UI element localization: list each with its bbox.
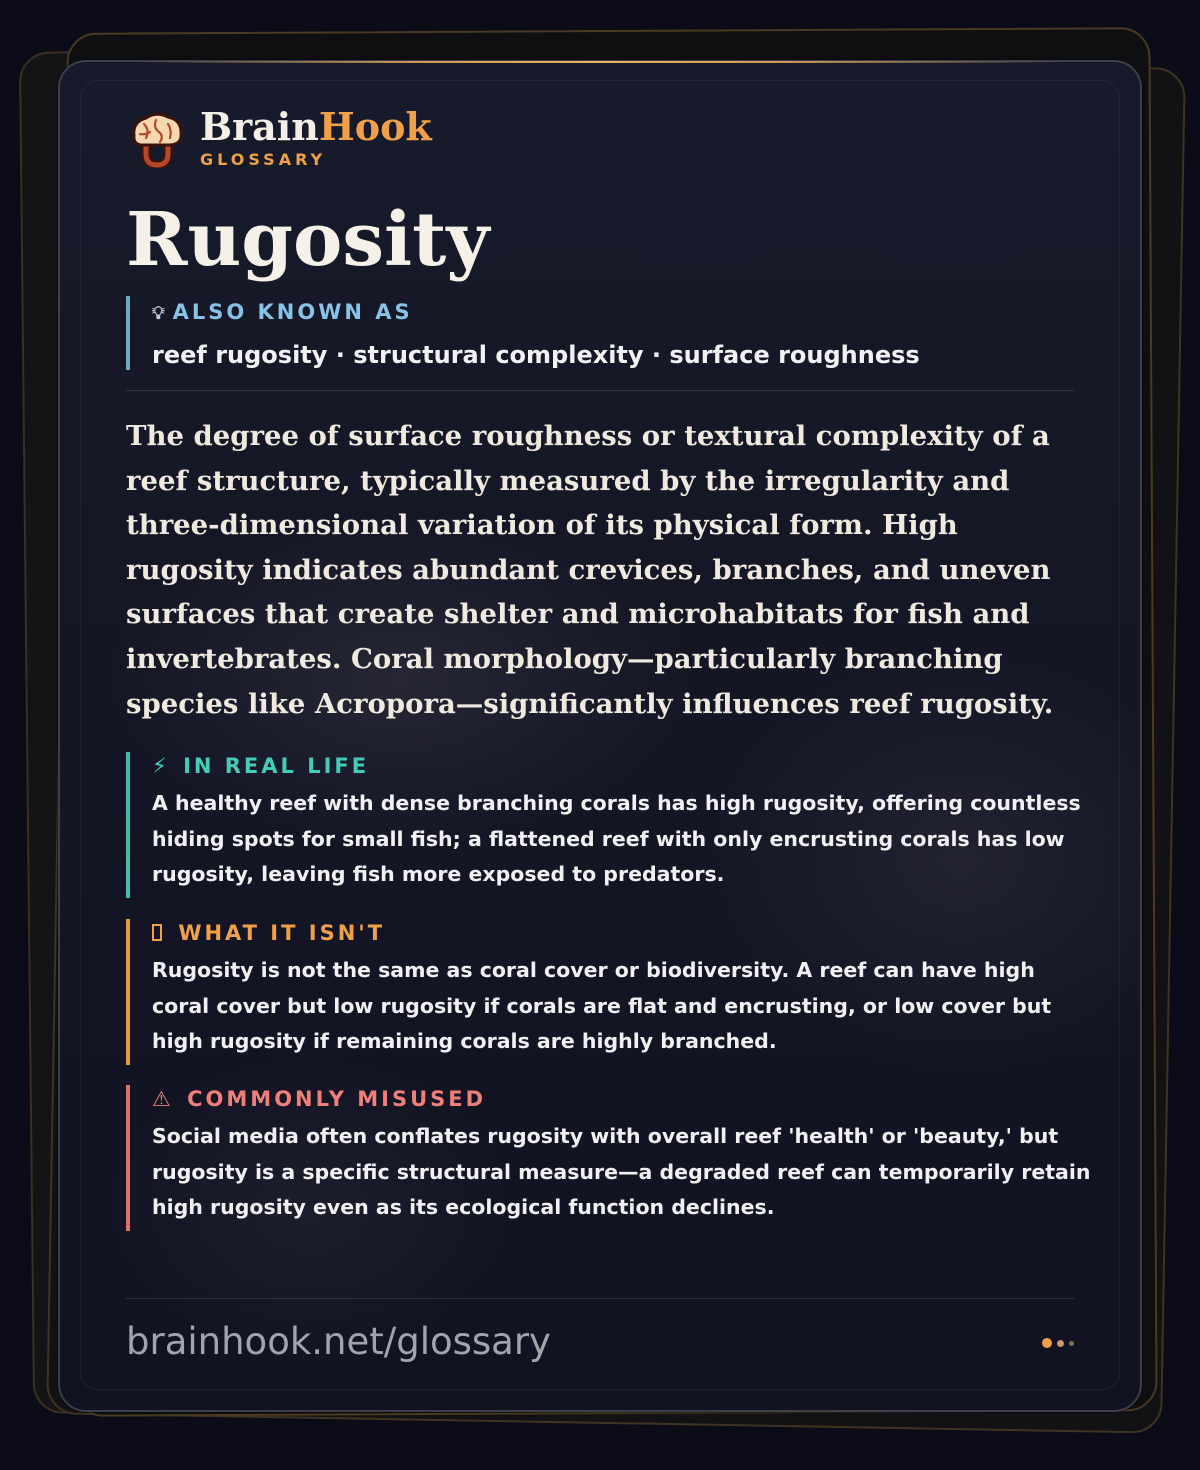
note-label: WHAT IT ISN'T	[178, 921, 386, 945]
what-it-isnt-note	[126, 919, 1092, 1065]
pagination-dot	[1069, 1341, 1074, 1346]
aka-heading	[152, 298, 1092, 328]
aka-synonyms: reef rugosity · structural complexity · surface roughness	[152, 341, 920, 369]
aka-label: ALSO KNOWN AS	[172, 300, 413, 324]
note-text: Social media often conflates rugosity with overall reef 'health' or 'beauty,' but rugosity is a specific structural measure—a degraded reef can temporarily retain high rugosity even as its ecological function declines.	[152, 1124, 1091, 1219]
definition-text: The degree of surface roughness or textural complexity of a reef structure, typically measured by the irregularity and three-dimensional variation of its physical form. High rugosity indicates abundant crevices, branches, and uneven surfaces that create shelter and microhabitats for fish and invertebrates. Coral morphology—particularly branching species like Acropora—significantly influences reef rugosity.	[126, 420, 1054, 720]
brand-header[interactable]	[126, 106, 432, 169]
pagination-dot	[1057, 1340, 1064, 1347]
brand-name-accent: Hook	[318, 104, 432, 149]
brand-name-main: Brain	[200, 104, 319, 149]
section-divider	[126, 390, 1074, 391]
missing-glyph-icon	[152, 924, 162, 941]
pagination-dots-icon	[1037, 1338, 1074, 1348]
also-known-as-block	[126, 296, 1092, 370]
brand-text	[200, 106, 432, 169]
warning-icon: ⚠	[152, 1087, 171, 1111]
footer-divider	[126, 1298, 1074, 1299]
brain-hook-icon	[126, 108, 186, 168]
note-text: Rugosity is not the same as coral cover or biodiversity. A reef can have high coral cover but low rugosity if corals are flat and encrusting, or low cover but high rugosity if remaining corals are highly branched.	[152, 958, 1052, 1053]
lightbulb-icon: 💡︎	[152, 303, 165, 324]
lightning-icon: ⚡︎	[152, 754, 167, 778]
in-real-life-note	[126, 752, 1092, 898]
note-heading	[152, 1085, 1092, 1113]
brand-name	[200, 106, 432, 148]
glossary-card	[58, 60, 1142, 1412]
pagination-dot-active	[1042, 1338, 1052, 1348]
note-label: IN REAL LIFE	[183, 754, 370, 778]
note-label: COMMONLY MISUSED	[187, 1087, 487, 1111]
note-heading	[152, 752, 1092, 780]
note-heading	[152, 919, 1092, 947]
card-top-glow	[140, 61, 1060, 63]
footer-url-link[interactable]: brainhook.net/glossary	[126, 1320, 551, 1363]
note-text: A healthy reef with dense branching corals has high rugosity, offering countless hiding spots for small fish; a flattened reef with only encrusting corals has low rugosity, leaving fish more exposed to predators.	[152, 791, 1081, 886]
commonly-misused-note	[126, 1085, 1092, 1231]
brand-subtitle: GLOSSARY	[200, 150, 327, 169]
term-title: Rugosity	[126, 197, 490, 283]
